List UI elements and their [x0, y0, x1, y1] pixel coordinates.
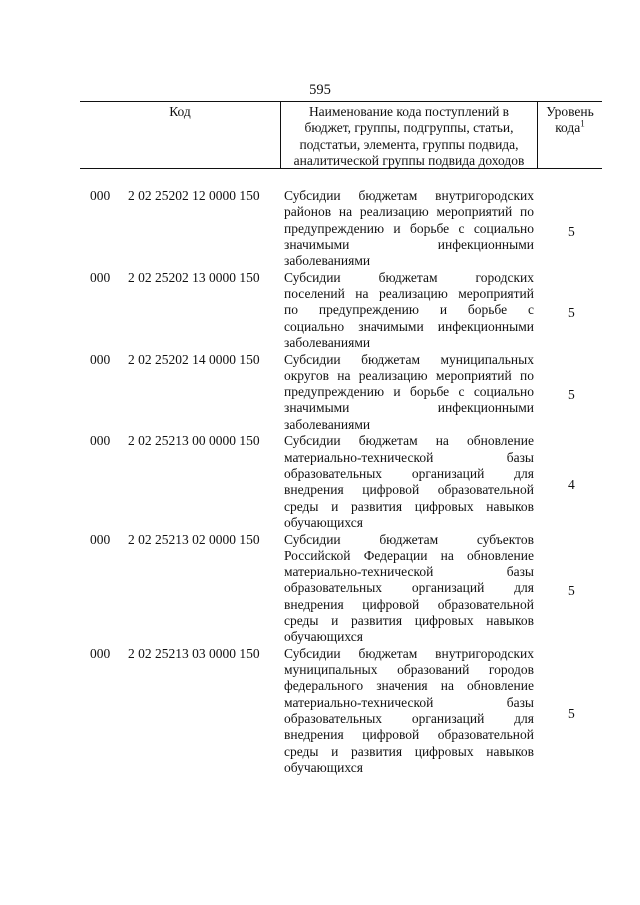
description-word: обучающихся	[284, 514, 363, 530]
description-word: развития	[351, 612, 403, 628]
row-description	[284, 270, 534, 351]
description-word: на	[440, 547, 454, 563]
description-line	[284, 532, 534, 548]
header-level-footnote: 1	[580, 118, 585, 129]
description-word: развития	[351, 743, 403, 759]
row-prefix: 000	[90, 269, 111, 285]
row-level: 5	[568, 705, 575, 721]
description-word: и	[331, 743, 339, 759]
description-word: образовательных	[284, 580, 383, 596]
description-word: навыков	[486, 743, 534, 759]
row-prefix: 000	[90, 531, 111, 547]
description-word: внутригородских	[435, 188, 534, 203]
row-code: 2 02 25202 12 0000 150	[128, 188, 260, 203]
description-word: материально-технической	[284, 694, 434, 710]
description-word: образовательной	[437, 596, 534, 612]
description-word: образований	[397, 662, 470, 678]
description-word: городов	[488, 662, 534, 678]
description-word: образовательных	[284, 711, 383, 727]
description-word: образовательной	[437, 482, 534, 498]
row-prefix: 000	[90, 188, 111, 203]
description-line	[284, 237, 534, 253]
table-header	[80, 101, 602, 169]
description-word: городских	[475, 269, 534, 285]
description-word: предупреждению	[284, 384, 385, 400]
description-line	[284, 711, 534, 727]
description-word: на	[338, 204, 353, 220]
description-word: на	[337, 367, 351, 383]
description-word: реализацию	[359, 204, 429, 220]
description-line	[284, 319, 534, 335]
description-word: реализацию	[358, 367, 428, 383]
description-word: Субсидии	[284, 351, 341, 367]
row-level: 5	[568, 583, 575, 599]
description-word: среды	[284, 743, 319, 759]
description-word: Субсидии	[284, 645, 341, 661]
header-level-line2	[538, 120, 602, 136]
description-word: базы	[506, 694, 534, 710]
description-word: материально-технической	[284, 564, 434, 580]
description-line	[284, 450, 534, 466]
description-word: заболеваниями	[284, 416, 371, 432]
description-line	[284, 695, 534, 711]
description-word: значимыми	[358, 318, 424, 334]
description-word: с	[458, 220, 465, 236]
description-word: социально	[284, 318, 345, 334]
row-level: 5	[568, 223, 575, 239]
description-line	[284, 629, 534, 645]
description-word: муниципальных	[284, 662, 378, 678]
description-word: для	[514, 580, 534, 596]
description-line	[284, 384, 534, 400]
description-word: цифровых	[414, 743, 474, 759]
description-word: реализацию	[378, 286, 448, 302]
row-description	[284, 352, 534, 433]
description-word: среды	[284, 498, 319, 514]
header-name-line: аналитической группы подвида доходов	[293, 152, 525, 168]
description-line	[284, 352, 534, 368]
description-line	[284, 646, 534, 662]
table-row	[0, 352, 640, 434]
description-line	[284, 253, 534, 269]
description-line	[284, 302, 534, 318]
description-line	[284, 499, 534, 515]
description-word: с	[527, 302, 534, 318]
description-word: Федерации	[363, 547, 428, 563]
description-word: материально-технической	[284, 449, 434, 465]
row-code: 2 02 25213 03 0000 150	[128, 645, 260, 661]
table-row	[0, 188, 640, 270]
header-level-line1: Уровень	[546, 104, 594, 119]
description-word: муниципальных	[440, 351, 534, 367]
description-word: социально	[473, 220, 534, 236]
description-line	[284, 564, 534, 580]
row-prefix: 000	[90, 645, 111, 661]
description-line	[284, 221, 534, 237]
description-word: цифровых	[414, 612, 474, 628]
description-line	[284, 270, 534, 286]
table-row	[0, 532, 640, 646]
row-code: 2 02 25213 02 0000 150	[128, 531, 260, 547]
description-word: Субсидии	[284, 531, 341, 547]
description-word: образовательной	[437, 727, 534, 743]
description-line	[284, 662, 534, 678]
description-word: мероприятий	[458, 286, 534, 302]
description-word: навыков	[486, 498, 534, 514]
description-word: обновление	[467, 433, 534, 449]
description-line	[284, 548, 534, 564]
description-word: социально	[473, 384, 534, 400]
description-word: борьбе	[409, 384, 450, 400]
description-line	[284, 188, 534, 204]
description-word: по	[520, 367, 534, 383]
description-word: мероприятий	[436, 204, 513, 220]
description-word: предупреждению	[318, 302, 419, 318]
row-code: 2 02 25202 14 0000 150	[128, 351, 260, 367]
description-word: инфекционными	[437, 400, 534, 416]
description-line	[284, 613, 534, 629]
header-name-line: Наименование кода поступлений в	[308, 104, 510, 119]
table-row	[0, 433, 640, 531]
description-word: районов	[284, 204, 332, 220]
description-word: внедрения	[284, 596, 344, 612]
row-level: 4	[568, 477, 575, 493]
description-word: организаций	[411, 580, 485, 596]
description-word: образовательных	[284, 465, 383, 481]
description-word: обновление	[467, 678, 534, 694]
description-word: для	[514, 465, 534, 481]
description-line	[284, 482, 534, 498]
description-word: значения	[376, 678, 428, 694]
description-word: инфекционными	[437, 236, 534, 252]
description-word: значимыми	[284, 400, 350, 416]
row-description	[284, 646, 534, 776]
description-word: значимыми	[284, 236, 350, 252]
description-word: цифровых	[414, 498, 474, 514]
description-word: мероприятий	[435, 367, 512, 383]
header-name-line: подстатьи, элемента, группы подвида,	[299, 136, 519, 152]
row-description	[284, 532, 534, 646]
header-code: Код	[169, 104, 191, 119]
description-line	[284, 727, 534, 743]
row-description	[284, 433, 534, 531]
page-number: 595	[309, 82, 331, 98]
description-line	[284, 400, 534, 416]
description-word: по	[284, 302, 298, 318]
header-level-text: кода	[555, 120, 581, 136]
description-word: среды	[284, 612, 319, 628]
description-line	[284, 515, 534, 531]
description-word: на	[355, 286, 369, 302]
description-line	[284, 204, 534, 220]
row-prefix: 000	[90, 351, 111, 367]
description-line	[284, 580, 534, 596]
description-word: борьбе	[409, 220, 450, 236]
description-word: Российской	[284, 547, 351, 563]
description-word: и	[393, 384, 401, 400]
description-word: бюджетам	[358, 645, 418, 661]
description-word: бюджетам	[358, 188, 418, 203]
description-word: бюджетам	[378, 269, 438, 285]
description-word: на	[435, 433, 449, 449]
description-word: по	[520, 204, 534, 220]
description-word: бюджетам	[379, 531, 439, 547]
description-word: с	[458, 384, 465, 400]
description-word: цифровой	[362, 482, 420, 498]
description-line	[284, 335, 534, 351]
row-description	[284, 188, 534, 269]
description-word: заболеваниями	[284, 253, 371, 269]
description-line	[284, 466, 534, 482]
description-word: обновление	[467, 547, 534, 563]
description-word: внедрения	[284, 482, 344, 498]
table-row	[0, 646, 640, 776]
row-code: 2 02 25202 13 0000 150	[128, 269, 260, 285]
description-word: федерального	[284, 678, 364, 694]
description-word: организаций	[411, 465, 485, 481]
description-line	[284, 433, 534, 449]
description-word: обучающихся	[284, 759, 363, 775]
description-line	[284, 760, 534, 776]
description-word: и	[393, 220, 401, 236]
description-word: субъектов	[476, 531, 534, 547]
description-word: бюджетам	[358, 433, 418, 449]
description-line	[284, 744, 534, 760]
header-name-line: бюджет, группы, подгруппы, статьи,	[304, 120, 514, 136]
description-word: базы	[506, 449, 534, 465]
description-line	[284, 597, 534, 613]
description-word: и	[331, 498, 339, 514]
description-word: инфекционными	[437, 318, 534, 334]
header-name	[280, 102, 538, 168]
row-code: 2 02 25213 00 0000 150	[128, 433, 260, 449]
description-word: развития	[351, 498, 403, 514]
description-word: заболеваниями	[284, 334, 371, 350]
description-line	[284, 678, 534, 694]
header-level	[538, 102, 602, 168]
description-word: на	[440, 678, 454, 694]
row-prefix: 000	[90, 433, 111, 449]
description-word: цифровой	[362, 596, 420, 612]
description-word: Субсидии	[284, 269, 341, 285]
description-line	[284, 417, 534, 433]
description-word: и	[439, 302, 448, 318]
description-word: цифровой	[362, 727, 420, 743]
description-word: организаций	[411, 711, 485, 727]
row-level: 5	[568, 387, 575, 403]
description-word: обучающихся	[284, 629, 363, 645]
row-level: 5	[568, 305, 575, 321]
description-word: поселений	[284, 286, 345, 302]
description-word: внедрения	[284, 727, 344, 743]
description-word: бюджетам	[361, 351, 421, 367]
description-word: навыков	[486, 612, 534, 628]
table-row	[0, 270, 640, 352]
description-word: и	[331, 612, 339, 628]
description-word: предупреждению	[284, 220, 385, 236]
description-word: для	[514, 711, 534, 727]
description-word: базы	[506, 564, 534, 580]
description-word: Субсидии	[284, 188, 341, 203]
description-word: внутригородских	[435, 645, 534, 661]
description-line	[284, 368, 534, 384]
description-line	[284, 286, 534, 302]
description-word: борьбе	[467, 302, 508, 318]
description-word: Субсидии	[284, 433, 341, 449]
description-word: округов	[284, 367, 329, 383]
